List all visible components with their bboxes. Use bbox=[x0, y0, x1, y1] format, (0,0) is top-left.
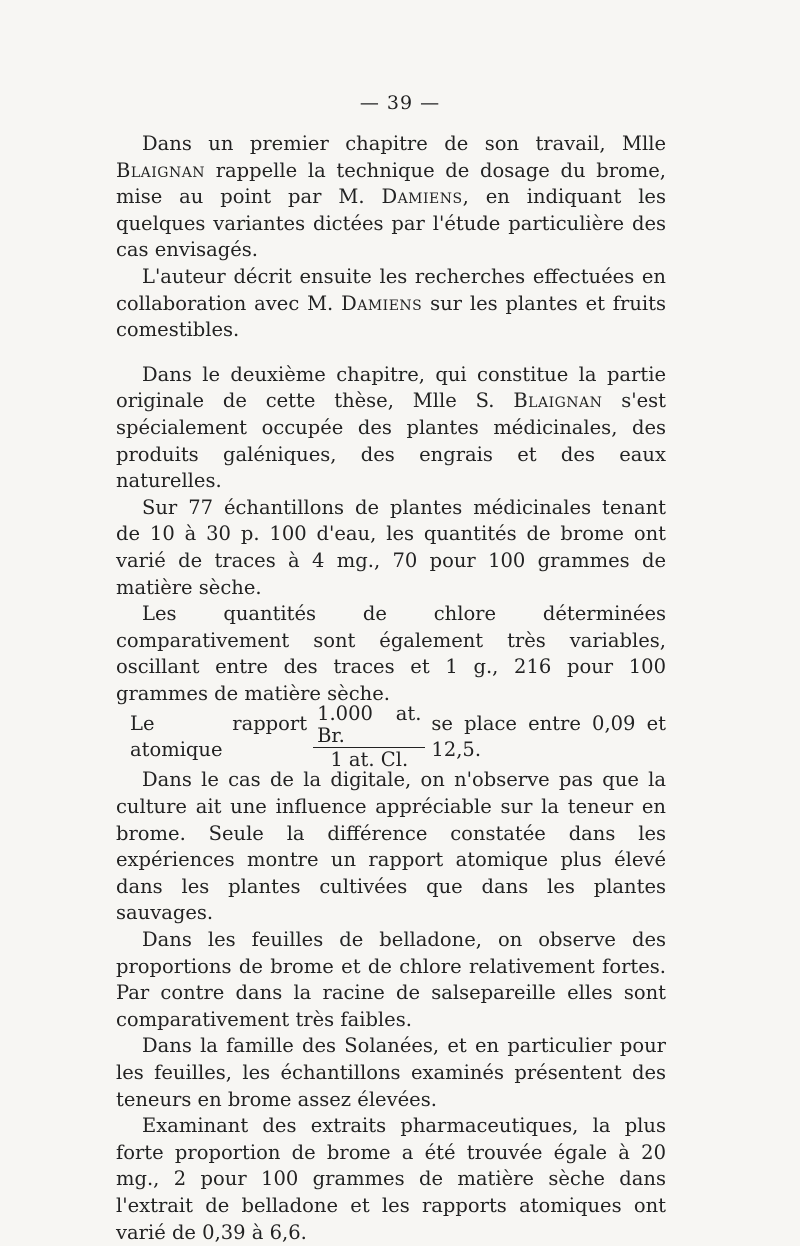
p1-text-a: Dans un premier chapitre de son travail, Mlle bbox=[142, 132, 666, 155]
paragraph-2 bbox=[116, 264, 666, 344]
p2-text-a: L'auteur décrit ensuite les recherches effectuées en collaboration avec M. bbox=[116, 264, 666, 315]
p1-text-c: , en indiquant les quelques variantes dictées par l'étude particulière des cas envisagés. bbox=[116, 185, 666, 262]
p2-text-b: sur les plantes et fruits comestibles. bbox=[116, 291, 666, 342]
paragraph-8: Dans la famille des Solanées, et en particulier pour les feuilles, les échantillons examinés présentent des teneurs en brome assez élevées. bbox=[116, 1034, 666, 1111]
paragraph-3 bbox=[116, 362, 666, 495]
collaborator-name: Damiens bbox=[341, 291, 423, 315]
body-text bbox=[116, 131, 666, 1246]
paragraph-7: Dans les feuilles de belladone, on observe des proportions de brome et de chlore relativement fortes. Par contre dans la racine de salsepareille elles sont comparativement très faibles. bbox=[116, 928, 666, 1031]
p3-text-a: Dans le deuxième chapitre, qui constitue la partie originale de cette thèse, Mlle S. bbox=[116, 362, 666, 413]
paragraph-1 bbox=[116, 131, 666, 264]
paragraph-6: Dans le cas de la digitale, on n'observe pas que la culture ait une influence appréciable sur la teneur en brome. Seule la différence constatée dans les expériences montre un rapport atomique plus élevé dans les plantes cultivées que dans les plantes sauvages. bbox=[116, 768, 666, 925]
collaborator-name: Damiens bbox=[381, 185, 463, 209]
author-name: Blaignan bbox=[116, 158, 206, 182]
fraction-numerator: 1.000 at. Br. bbox=[313, 703, 425, 748]
fraction bbox=[313, 703, 425, 772]
paragraph-9: Examinant des extraits pharmaceutiques, la plus forte proportion de brome a été trouvée égale à 20 mg., 2 pour 100 grammes de matière sèche dans l'extrait de belladone et les rapports atomiques ont varié de 0,39 à 6,6. bbox=[116, 1114, 666, 1244]
p1-text-b: rappelle la technique de dosage du brome, mise au point par M. bbox=[116, 158, 666, 209]
formula-lead: Le rapport atomique bbox=[130, 711, 308, 762]
fraction-denominator: 1 at. Cl. bbox=[330, 747, 409, 771]
atomic-ratio-formula bbox=[130, 701, 666, 771]
paragraph-5: Les quantités de chlore déterminées comparativement sont également très variables, oscillant entre des traces et 1 g., 216 pour 100 grammes de matière sèche. bbox=[116, 602, 666, 705]
paragraph-4: Sur 77 échantillons de plantes médicinales tenant de 10 à 30 p. 100 d'eau, les quantités de brome ont varié de traces à 4 mg., 70 pour 100 grammes de matière sèche. bbox=[116, 495, 666, 599]
page-number: — 39 — bbox=[359, 92, 441, 114]
author-name: Blaignan bbox=[513, 389, 603, 413]
formula-tail: se place entre 0,09 et 12,5. bbox=[431, 711, 666, 762]
p3-text-b: s'est spécialement occupée des plantes médicinales, des produits galéniques, des engrais et des eaux naturelles. bbox=[116, 389, 666, 493]
